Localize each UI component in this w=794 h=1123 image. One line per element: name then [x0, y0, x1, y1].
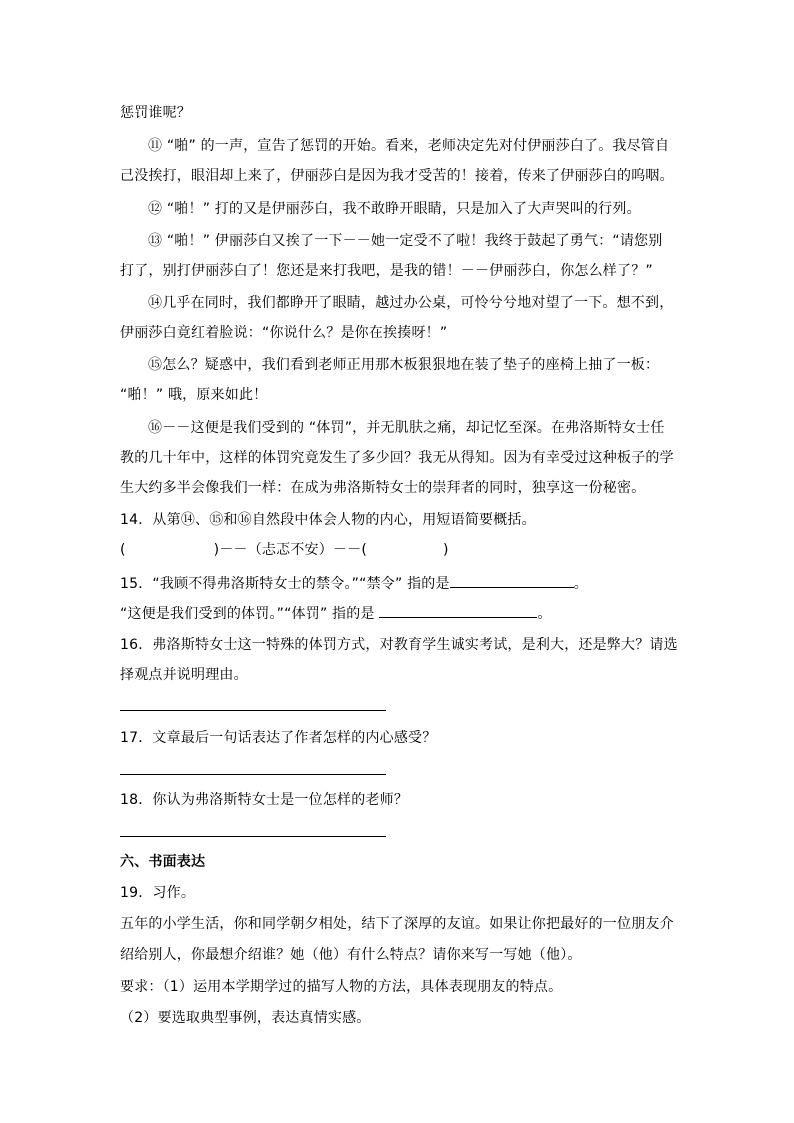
essay-requirement-1: 要求：（1）运用本学期学过的描写人物的方法，具体表现朋友的特点。: [120, 979, 563, 995]
question-15-text-2: “这便是我们受到的体罚。”“体罚” 指的是: [120, 606, 380, 622]
question-19: 19．习作。: [120, 885, 196, 901]
answer-line-17[interactable]: [120, 774, 386, 775]
question-16: 16．弗洛斯特女士这一特殊的体罚方式，对教育学生诚实考试，是利大，还是弊大？请选: [120, 637, 678, 653]
answer-line-16[interactable]: [120, 710, 386, 711]
question-16-cont: 择观点并说明理由。: [120, 667, 248, 683]
period: 。: [537, 606, 552, 622]
passage-paragraph-13: ⑬ “啪！” 伊丽莎白又挨了一下－－她一定受不了啦！我终于鼓起了勇气：“请您别: [148, 233, 663, 249]
essay-requirement-2: （2）要选取典型事例，表达真情实感。: [120, 1010, 371, 1026]
fill-paren-close: ): [443, 542, 449, 558]
passage-line: “啪！” 哦，原来如此！: [120, 387, 268, 403]
passage-paragraph-16: ⑯－－这便是我们受到的 “体罚”，并无肌肤之痛，却记忆至深。在弗洛斯特女士任: [148, 420, 665, 436]
passage-line: 打了，别打伊丽莎白了！您还是来打我吧，是我的错！－－伊丽莎白，你怎么样了？”: [120, 263, 653, 279]
essay-prompt-cont: 绍给别人，你最想介绍谁？她（他）有什么特点？请你来写一写她（他）。: [120, 947, 582, 963]
passage-paragraph-15: ⑮怎么？疑惑中，我们看到老师正用那木板狠狠地在装了垫子的座椅上抽了一板：: [148, 357, 660, 373]
question-18: 18．你认为弗洛斯特女士是一位怎样的老师？: [120, 792, 409, 808]
question-17: 17．文章最后一句话表达了作者怎样的内心感受？: [120, 730, 437, 746]
essay-prompt: 五年的小学生活，你和同学朝夕相处，结下了深厚的友谊。如果让你把最好的一位朋友介: [120, 916, 674, 932]
passage-line: 教的几十年中，这样的体罚究竟发生了多少回？我无从得知。因为有幸受过这种板子的学: [120, 450, 674, 466]
question-14: 14．从第⑭、⑮和⑯自然段中体会人物的内心，用短语简要概括。: [120, 512, 536, 528]
passage-line: 己没挨打，眼泪却上来了，伊丽莎白是因为我才受苦的！接着，传来了伊丽莎白的呜咽。: [120, 168, 674, 184]
question-15-text: 15．“我顾不得弗洛斯特女士的禁令。”“禁令” 指的是: [120, 576, 450, 592]
passage-paragraph-14: ⑭几乎在同时，我们都睁开了眼睛，越过办公桌，可怜兮兮地对望了一下。想不到，: [148, 295, 674, 311]
period: 。: [573, 576, 588, 592]
answer-underline[interactable]: [450, 573, 574, 588]
passage-line: 惩罚谁呢？: [120, 105, 191, 121]
passage-paragraph-12: ⑫ “啪！” 打的又是伊丽莎白，我不敢睁开眼睛，只是加入了大声哭叫的行列。: [148, 201, 641, 217]
section-heading: 六、书面表达: [120, 854, 206, 870]
fill-paren-open: (: [120, 542, 126, 558]
passage-line: 伊丽莎白竟红着脸说：“你说什么？是你在挨揍呀！”: [120, 325, 448, 341]
answer-underline[interactable]: [379, 603, 537, 618]
fill-middle: )－－（忐忑不安）－－(: [213, 542, 367, 558]
answer-line-18[interactable]: [120, 836, 386, 837]
question-14-fill: [120, 540, 680, 560]
question-15-part1: [120, 573, 680, 594]
passage-line: 生大约多半会像我们一样：在成为弗洛斯特女士的崇拜者的同时，独享这一份秘密。: [120, 480, 646, 496]
passage-paragraph-11: ⑪ “啪” 的一声，宣告了惩罚的开始。看来，老师决定先对付伊丽莎白了。我尽管自: [148, 138, 670, 154]
question-15-part2: [120, 603, 680, 624]
